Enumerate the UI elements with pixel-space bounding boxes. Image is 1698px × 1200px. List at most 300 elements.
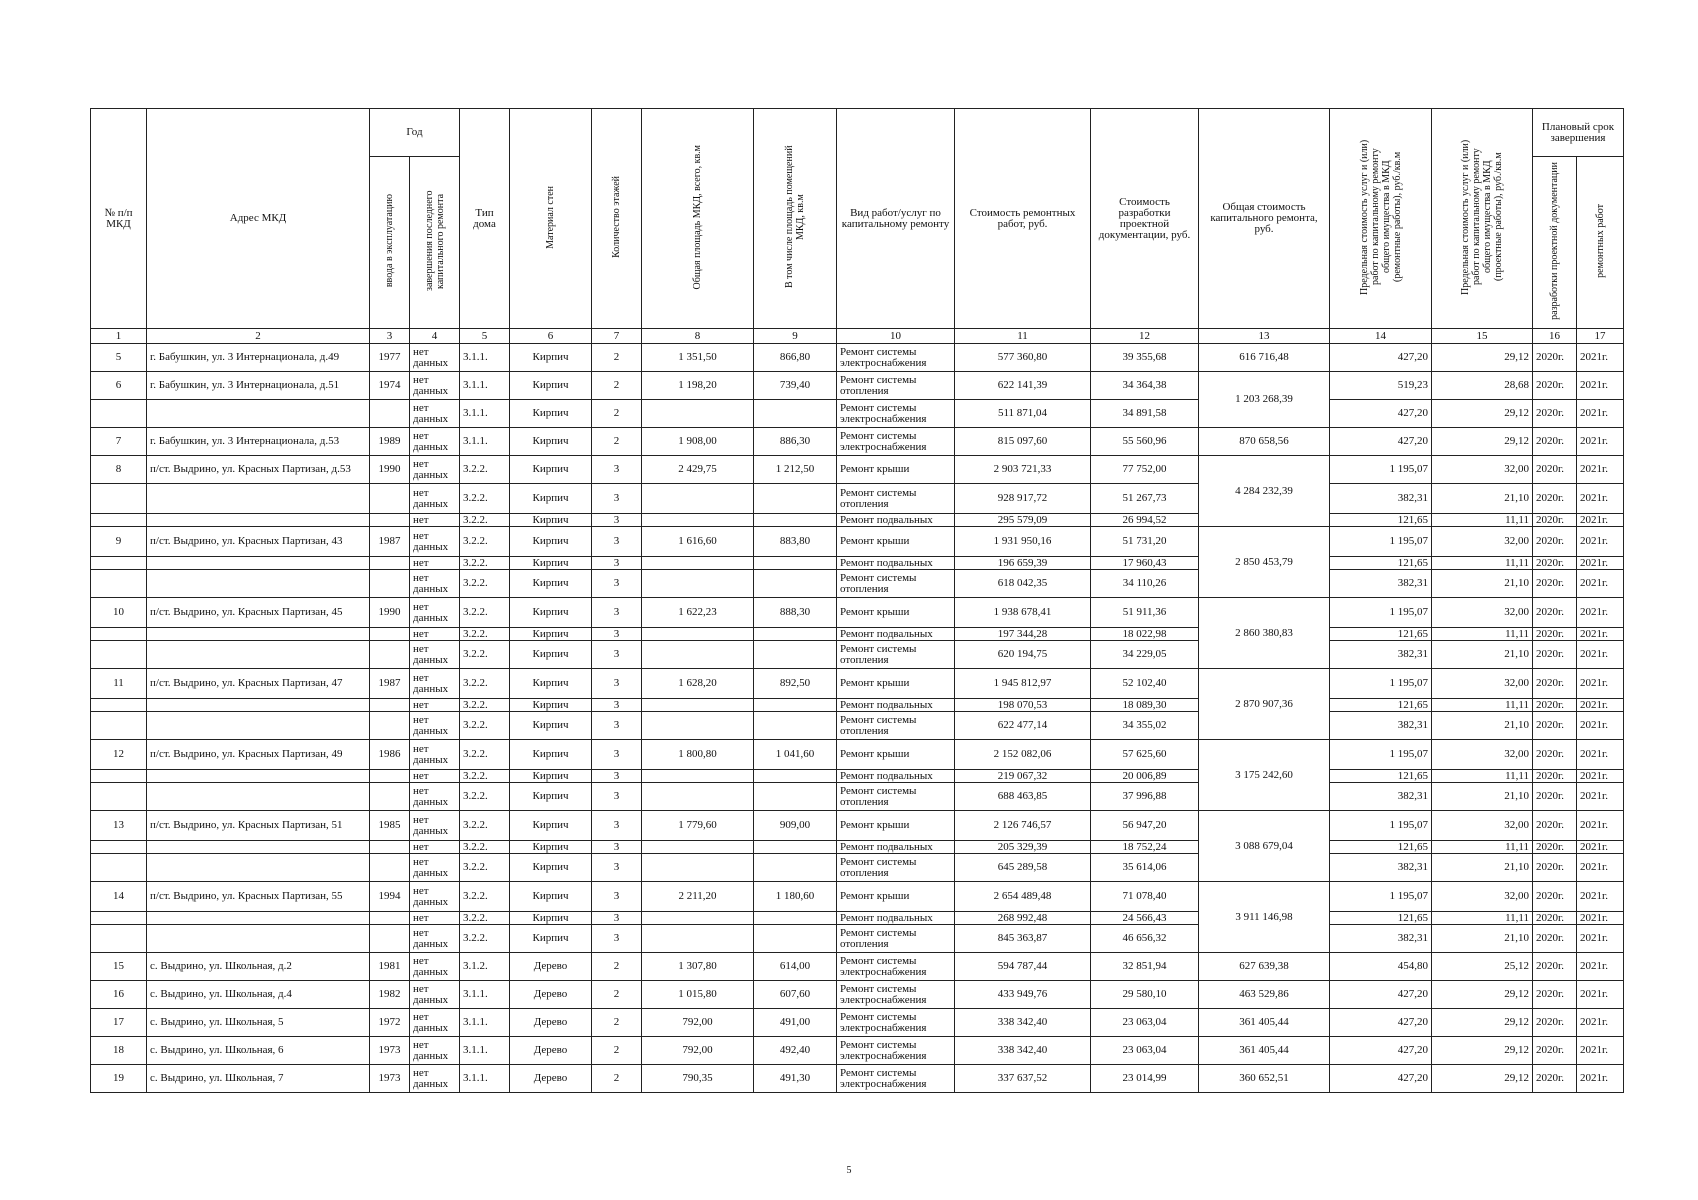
cell-plan-repair: 2021г. <box>1577 925 1624 953</box>
table-row <box>91 854 1624 882</box>
cell-address: п/ст. Выдрино, ул. Красных Партизан, 49 <box>147 740 370 770</box>
cell-floors: 3 <box>592 740 642 770</box>
cell-no: 8 <box>91 456 147 484</box>
column-number: 9 <box>754 329 837 344</box>
cell-design-cost: 24 566,43 <box>1091 912 1199 925</box>
cell-wall-material: Кирпич <box>510 669 592 699</box>
cell-year-commission <box>370 484 410 514</box>
cell-plan-design: 2020г. <box>1533 628 1577 641</box>
cell-repair-cost: 198 070,53 <box>955 699 1091 712</box>
cell-limit-design: 21,10 <box>1432 783 1533 811</box>
cell-total-area: 2 429,75 <box>642 456 754 484</box>
column-number: 4 <box>410 329 460 344</box>
cell-floors: 3 <box>592 882 642 912</box>
cell-address: п/ст. Выдрино, ул. Красных Партизан, д.53 <box>147 456 370 484</box>
cell-year-last-repair: нет <box>410 841 460 854</box>
cell-floors: 3 <box>592 699 642 712</box>
cell-design-cost: 34 364,38 <box>1091 372 1199 400</box>
cell-plan-design: 2020г. <box>1533 854 1577 882</box>
cell-repair-cost: 577 360,80 <box>955 344 1091 372</box>
cell-address: п/ст. Выдрино, ул. Красных Партизан, 55 <box>147 882 370 912</box>
cell-plan-design: 2020г. <box>1533 344 1577 372</box>
cell-floors: 2 <box>592 953 642 981</box>
header-year-last-repair: завершения последнего капитального ремонта <box>410 157 460 329</box>
cell-limit-design: 29,12 <box>1432 1065 1533 1093</box>
cell-house-type: 3.2.2. <box>460 557 510 570</box>
cell-total-area <box>642 912 754 925</box>
cell-limit-design: 11,11 <box>1432 770 1533 783</box>
table-row <box>91 740 1624 770</box>
cell-repair-cost: 645 289,58 <box>955 854 1091 882</box>
cell-no <box>91 641 147 669</box>
cell-limit-repair: 427,20 <box>1330 344 1432 372</box>
table-row <box>91 372 1624 400</box>
cell-design-cost: 77 752,00 <box>1091 456 1199 484</box>
cell-work-type: Ремонт системы электроснабжения <box>837 953 955 981</box>
cell-repair-cost: 433 949,76 <box>955 981 1091 1009</box>
cell-total-area <box>642 770 754 783</box>
cell-floors: 2 <box>592 428 642 456</box>
cell-floors: 3 <box>592 456 642 484</box>
cell-year-last-repair: нет данных <box>410 372 460 400</box>
cell-work-type: Ремонт системы электроснабжения <box>837 1065 955 1093</box>
cell-year-commission <box>370 912 410 925</box>
cell-year-last-repair: нет <box>410 912 460 925</box>
cell-work-type: Ремонт системы электроснабжения <box>837 1037 955 1065</box>
table-body <box>91 344 1624 1093</box>
cell-repair-cost: 2 152 082,06 <box>955 740 1091 770</box>
cell-house-type: 3.1.1. <box>460 1009 510 1037</box>
table-row <box>91 400 1624 428</box>
cell-address: г. Бабушкин, ул. 3 Интернационала, д.53 <box>147 428 370 456</box>
table-header <box>91 109 1624 344</box>
cell-limit-repair: 382,31 <box>1330 925 1432 953</box>
cell-plan-design: 2020г. <box>1533 400 1577 428</box>
cell-total-area <box>642 628 754 641</box>
cell-room-area: 739,40 <box>754 372 837 400</box>
cell-limit-design: 21,10 <box>1432 712 1533 740</box>
cell-limit-design: 21,10 <box>1432 484 1533 514</box>
cell-work-type: Ремонт системы отопления <box>837 783 955 811</box>
cell-wall-material: Кирпич <box>510 400 592 428</box>
cell-house-type: 3.2.2. <box>460 770 510 783</box>
cell-room-area <box>754 484 837 514</box>
cell-work-type: Ремонт системы отопления <box>837 925 955 953</box>
cell-year-last-repair: нет данных <box>410 740 460 770</box>
cell-room-area: 883,80 <box>754 527 837 557</box>
cell-work-type: Ремонт системы отопления <box>837 570 955 598</box>
cell-work-type: Ремонт крыши <box>837 527 955 557</box>
cell-plan-repair: 2021г. <box>1577 712 1624 740</box>
cell-plan-repair: 2021г. <box>1577 912 1624 925</box>
cell-no: 9 <box>91 527 147 557</box>
cell-year-last-repair: нет данных <box>410 1009 460 1037</box>
cell-plan-design: 2020г. <box>1533 841 1577 854</box>
table-row <box>91 598 1624 628</box>
cell-floors: 3 <box>592 557 642 570</box>
cell-total-cost: 627 639,38 <box>1199 953 1330 981</box>
cell-total-cost: 4 284 232,39 <box>1199 456 1330 527</box>
cell-design-cost: 51 911,36 <box>1091 598 1199 628</box>
cell-plan-design: 2020г. <box>1533 811 1577 841</box>
cell-no <box>91 770 147 783</box>
cell-work-type: Ремонт подвальных <box>837 557 955 570</box>
cell-house-type: 3.1.1. <box>460 1037 510 1065</box>
cell-limit-repair: 1 195,07 <box>1330 811 1432 841</box>
cell-house-type: 3.2.2. <box>460 484 510 514</box>
cell-year-commission: 1981 <box>370 953 410 981</box>
cell-floors: 3 <box>592 770 642 783</box>
cell-plan-design: 2020г. <box>1533 981 1577 1009</box>
cell-repair-cost: 622 477,14 <box>955 712 1091 740</box>
cell-wall-material: Кирпич <box>510 641 592 669</box>
cell-plan-repair: 2021г. <box>1577 641 1624 669</box>
cell-room-area: 491,30 <box>754 1065 837 1093</box>
cell-no <box>91 484 147 514</box>
cell-limit-repair: 121,65 <box>1330 770 1432 783</box>
cell-plan-repair: 2021г. <box>1577 428 1624 456</box>
cell-design-cost: 46 656,32 <box>1091 925 1199 953</box>
cell-room-area <box>754 854 837 882</box>
cell-no <box>91 841 147 854</box>
cell-repair-cost: 620 194,75 <box>955 641 1091 669</box>
cell-design-cost: 23 014,99 <box>1091 1065 1199 1093</box>
cell-year-commission: 1990 <box>370 456 410 484</box>
cell-work-type: Ремонт подвальных <box>837 841 955 854</box>
cell-plan-repair: 2021г. <box>1577 628 1624 641</box>
cell-address <box>147 570 370 598</box>
cell-floors: 3 <box>592 598 642 628</box>
cell-design-cost: 26 994,52 <box>1091 514 1199 527</box>
cell-wall-material: Дерево <box>510 953 592 981</box>
cell-total-area: 792,00 <box>642 1037 754 1065</box>
cell-address: п/ст. Выдрино, ул. Красных Партизан, 43 <box>147 527 370 557</box>
cell-plan-repair: 2021г. <box>1577 1009 1624 1037</box>
cell-no: 5 <box>91 344 147 372</box>
cell-plan-design: 2020г. <box>1533 557 1577 570</box>
cell-repair-cost: 1 931 950,16 <box>955 527 1091 557</box>
cell-year-commission: 1986 <box>370 740 410 770</box>
header-limit-design: Предельная стоимость услуг и (или) работ по капитальному ремонту общего имущества в МКД (проектные работы), руб./кв.м <box>1432 109 1533 329</box>
cell-limit-repair: 1 195,07 <box>1330 740 1432 770</box>
table-row <box>91 641 1624 669</box>
cell-limit-repair: 1 195,07 <box>1330 527 1432 557</box>
cell-no: 19 <box>91 1065 147 1093</box>
cell-room-area <box>754 783 837 811</box>
cell-room-area: 892,50 <box>754 669 837 699</box>
cell-plan-repair: 2021г. <box>1577 841 1624 854</box>
cell-total-area: 1 800,80 <box>642 740 754 770</box>
cell-work-type: Ремонт подвальных <box>837 912 955 925</box>
cell-no: 12 <box>91 740 147 770</box>
cell-plan-design: 2020г. <box>1533 770 1577 783</box>
cell-work-type: Ремонт системы отопления <box>837 854 955 882</box>
cell-plan-design: 2020г. <box>1533 456 1577 484</box>
cell-design-cost: 34 355,02 <box>1091 712 1199 740</box>
cell-house-type: 3.2.2. <box>460 456 510 484</box>
cell-limit-design: 29,12 <box>1432 1009 1533 1037</box>
cell-room-area <box>754 925 837 953</box>
cell-year-commission: 1974 <box>370 372 410 400</box>
column-number: 5 <box>460 329 510 344</box>
cell-repair-cost: 219 067,32 <box>955 770 1091 783</box>
cell-limit-repair: 1 195,07 <box>1330 598 1432 628</box>
cell-repair-cost: 618 042,35 <box>955 570 1091 598</box>
cell-limit-design: 11,11 <box>1432 912 1533 925</box>
cell-address: с. Выдрино, ул. Школьная, 7 <box>147 1065 370 1093</box>
cell-year-last-repair: нет данных <box>410 484 460 514</box>
cell-total-area: 1 616,60 <box>642 527 754 557</box>
cell-floors: 3 <box>592 669 642 699</box>
table-row <box>91 557 1624 570</box>
cell-work-type: Ремонт системы отопления <box>837 372 955 400</box>
cell-address: с. Выдрино, ул. Школьная, д.4 <box>147 981 370 1009</box>
cell-design-cost: 55 560,96 <box>1091 428 1199 456</box>
cell-plan-design: 2020г. <box>1533 699 1577 712</box>
cell-plan-repair: 2021г. <box>1577 456 1624 484</box>
table-row <box>91 456 1624 484</box>
cell-year-commission: 1972 <box>370 1009 410 1037</box>
cell-design-cost: 56 947,20 <box>1091 811 1199 841</box>
cell-plan-repair: 2021г. <box>1577 372 1624 400</box>
cell-plan-design: 2020г. <box>1533 514 1577 527</box>
cell-plan-repair: 2021г. <box>1577 527 1624 557</box>
cell-wall-material: Кирпич <box>510 740 592 770</box>
cell-year-commission <box>370 400 410 428</box>
cell-house-type: 3.2.2. <box>460 598 510 628</box>
cell-repair-cost: 205 329,39 <box>955 841 1091 854</box>
column-number: 11 <box>955 329 1091 344</box>
cell-floors: 3 <box>592 641 642 669</box>
cell-year-last-repair: нет данных <box>410 882 460 912</box>
table-row <box>91 712 1624 740</box>
cell-room-area <box>754 712 837 740</box>
cell-year-commission <box>370 699 410 712</box>
cell-plan-repair: 2021г. <box>1577 699 1624 712</box>
column-number: 13 <box>1199 329 1330 344</box>
cell-floors: 3 <box>592 514 642 527</box>
cell-total-area <box>642 557 754 570</box>
cell-plan-design: 2020г. <box>1533 925 1577 953</box>
cell-design-cost: 39 355,68 <box>1091 344 1199 372</box>
cell-floors: 3 <box>592 854 642 882</box>
cell-wall-material: Кирпич <box>510 514 592 527</box>
column-number: 3 <box>370 329 410 344</box>
cell-limit-repair: 382,31 <box>1330 854 1432 882</box>
cell-wall-material: Кирпич <box>510 628 592 641</box>
cell-address <box>147 854 370 882</box>
cell-no <box>91 783 147 811</box>
table-row <box>91 1037 1624 1065</box>
cell-limit-design: 11,11 <box>1432 628 1533 641</box>
cell-address <box>147 925 370 953</box>
cell-limit-design: 32,00 <box>1432 598 1533 628</box>
cell-year-commission: 1973 <box>370 1037 410 1065</box>
cell-wall-material: Кирпич <box>510 699 592 712</box>
cell-limit-repair: 121,65 <box>1330 514 1432 527</box>
cell-house-type: 3.2.2. <box>460 527 510 557</box>
cell-house-type: 3.1.1. <box>460 372 510 400</box>
cell-limit-repair: 1 195,07 <box>1330 669 1432 699</box>
cell-year-commission: 1987 <box>370 669 410 699</box>
cell-wall-material: Кирпич <box>510 428 592 456</box>
cell-work-type: Ремонт системы электроснабжения <box>837 981 955 1009</box>
cell-no: 18 <box>91 1037 147 1065</box>
cell-design-cost: 20 006,89 <box>1091 770 1199 783</box>
cell-no <box>91 699 147 712</box>
cell-wall-material: Кирпич <box>510 484 592 514</box>
cell-wall-material: Дерево <box>510 1065 592 1093</box>
cell-house-type: 3.1.1. <box>460 981 510 1009</box>
cell-design-cost: 32 851,94 <box>1091 953 1199 981</box>
cell-plan-design: 2020г. <box>1533 641 1577 669</box>
header-total-area: Общая площадь МКД, всего, кв.м <box>642 109 754 329</box>
header-repair-cost: Стоимость ремонтных работ, руб. <box>955 109 1091 329</box>
cell-repair-cost: 196 659,39 <box>955 557 1091 570</box>
cell-plan-design: 2020г. <box>1533 669 1577 699</box>
cell-floors: 2 <box>592 344 642 372</box>
cell-year-commission <box>370 514 410 527</box>
cell-year-last-repair: нет данных <box>410 1037 460 1065</box>
cell-total-cost: 2 850 453,79 <box>1199 527 1330 598</box>
cell-repair-cost: 197 344,28 <box>955 628 1091 641</box>
cell-repair-cost: 622 141,39 <box>955 372 1091 400</box>
table-row <box>91 841 1624 854</box>
cell-address <box>147 557 370 570</box>
cell-year-last-repair: нет данных <box>410 1065 460 1093</box>
cell-room-area: 866,80 <box>754 344 837 372</box>
cell-house-type: 3.2.2. <box>460 570 510 598</box>
table-row <box>91 514 1624 527</box>
cell-room-area: 607,60 <box>754 981 837 1009</box>
cell-work-type: Ремонт подвальных <box>837 770 955 783</box>
cell-work-type: Ремонт крыши <box>837 598 955 628</box>
cell-address <box>147 641 370 669</box>
cell-work-type: Ремонт крыши <box>837 456 955 484</box>
cell-plan-repair: 2021г. <box>1577 484 1624 514</box>
cell-wall-material: Кирпич <box>510 783 592 811</box>
cell-wall-material: Кирпич <box>510 882 592 912</box>
cell-year-last-repair: нет <box>410 514 460 527</box>
cell-year-last-repair: нет данных <box>410 811 460 841</box>
cell-plan-repair: 2021г. <box>1577 783 1624 811</box>
cell-total-cost: 3 911 146,98 <box>1199 882 1330 953</box>
cell-total-cost: 2 870 907,36 <box>1199 669 1330 740</box>
table-row <box>91 527 1624 557</box>
cell-room-area: 491,00 <box>754 1009 837 1037</box>
cell-floors: 2 <box>592 1037 642 1065</box>
column-number: 2 <box>147 329 370 344</box>
cell-plan-design: 2020г. <box>1533 882 1577 912</box>
cell-total-area <box>642 699 754 712</box>
cell-limit-repair: 121,65 <box>1330 912 1432 925</box>
cell-room-area <box>754 770 837 783</box>
column-number: 1 <box>91 329 147 344</box>
cell-repair-cost: 511 871,04 <box>955 400 1091 428</box>
cell-year-last-repair: нет данных <box>410 598 460 628</box>
cell-work-type: Ремонт крыши <box>837 740 955 770</box>
cell-limit-design: 32,00 <box>1432 456 1533 484</box>
cell-year-last-repair: нет данных <box>410 854 460 882</box>
cell-total-area: 1 015,80 <box>642 981 754 1009</box>
cell-no <box>91 925 147 953</box>
cell-no: 17 <box>91 1009 147 1037</box>
cell-work-type: Ремонт системы электроснабжения <box>837 344 955 372</box>
cell-house-type: 3.1.1. <box>460 1065 510 1093</box>
cell-year-commission <box>370 770 410 783</box>
cell-limit-repair: 1 195,07 <box>1330 882 1432 912</box>
cell-address <box>147 484 370 514</box>
cell-year-last-repair: нет <box>410 699 460 712</box>
cell-house-type: 3.2.2. <box>460 740 510 770</box>
header-limit-repair: Предельная стоимость услуг и (или) работ по капитальному ремонту общего имущества в МКД (ремонтные работы), руб./кв.м <box>1330 109 1432 329</box>
cell-room-area <box>754 841 837 854</box>
cell-wall-material: Кирпич <box>510 854 592 882</box>
cell-limit-repair: 519,23 <box>1330 372 1432 400</box>
cell-address <box>147 770 370 783</box>
cell-floors: 3 <box>592 628 642 641</box>
cell-address <box>147 514 370 527</box>
table-row <box>91 953 1624 981</box>
cell-year-commission: 1977 <box>370 344 410 372</box>
cell-house-type: 3.1.1. <box>460 428 510 456</box>
cell-limit-design: 32,00 <box>1432 882 1533 912</box>
cell-total-cost: 3 175 242,60 <box>1199 740 1330 811</box>
cell-design-cost: 18 752,24 <box>1091 841 1199 854</box>
cell-no: 14 <box>91 882 147 912</box>
cell-work-type: Ремонт системы электроснабжения <box>837 1009 955 1037</box>
cell-limit-design: 32,00 <box>1432 811 1533 841</box>
cell-house-type: 3.2.2. <box>460 854 510 882</box>
cell-total-area: 790,35 <box>642 1065 754 1093</box>
cell-year-commission: 1982 <box>370 981 410 1009</box>
cell-total-area: 1 779,60 <box>642 811 754 841</box>
cell-total-cost: 616 716,48 <box>1199 344 1330 372</box>
cell-total-area <box>642 514 754 527</box>
cell-total-area: 1 307,80 <box>642 953 754 981</box>
table-row <box>91 699 1624 712</box>
cell-no <box>91 570 147 598</box>
table-row <box>91 428 1624 456</box>
cell-floors: 3 <box>592 912 642 925</box>
column-number: 12 <box>1091 329 1199 344</box>
cell-limit-repair: 427,20 <box>1330 1009 1432 1037</box>
cell-limit-repair: 121,65 <box>1330 841 1432 854</box>
cell-limit-repair: 427,20 <box>1330 428 1432 456</box>
cell-house-type: 3.2.2. <box>460 882 510 912</box>
cell-limit-repair: 427,20 <box>1330 981 1432 1009</box>
cell-address <box>147 912 370 925</box>
cell-year-last-repair: нет данных <box>410 570 460 598</box>
cell-repair-cost: 1 938 678,41 <box>955 598 1091 628</box>
cell-wall-material: Кирпич <box>510 344 592 372</box>
cell-plan-design: 2020г. <box>1533 712 1577 740</box>
cell-design-cost: 57 625,60 <box>1091 740 1199 770</box>
cell-floors: 2 <box>592 981 642 1009</box>
cell-house-type: 3.2.2. <box>460 925 510 953</box>
cell-address: с. Выдрино, ул. Школьная, д.2 <box>147 953 370 981</box>
cell-total-area: 1 622,23 <box>642 598 754 628</box>
cell-total-cost: 361 405,44 <box>1199 1037 1330 1065</box>
table-row <box>91 925 1624 953</box>
cell-limit-repair: 121,65 <box>1330 557 1432 570</box>
table-row <box>91 1009 1624 1037</box>
cell-repair-cost: 928 917,72 <box>955 484 1091 514</box>
cell-repair-cost: 2 654 489,48 <box>955 882 1091 912</box>
column-number: 14 <box>1330 329 1432 344</box>
column-number: 16 <box>1533 329 1577 344</box>
cell-year-last-repair: нет <box>410 557 460 570</box>
